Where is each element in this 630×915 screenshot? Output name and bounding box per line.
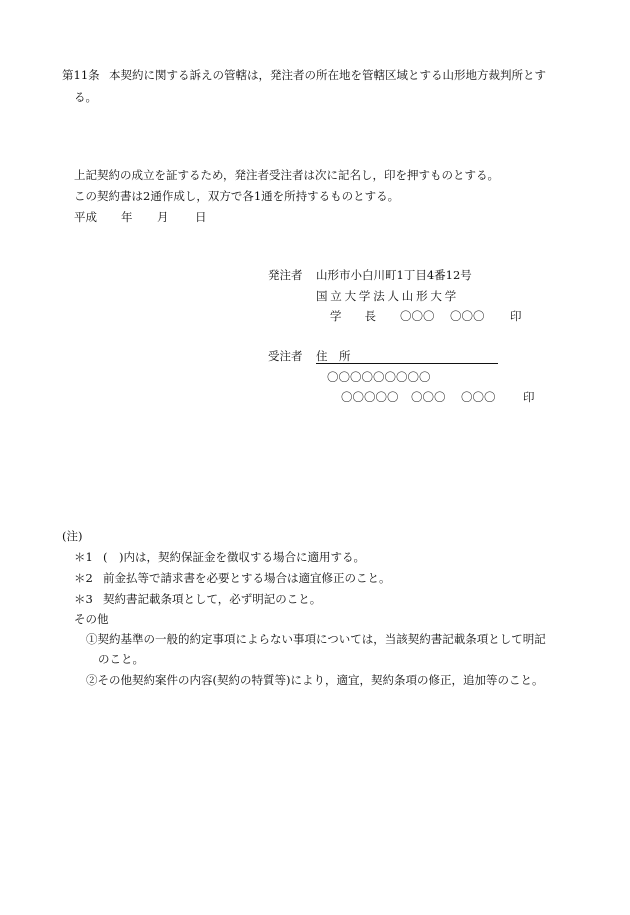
date-era: 平成 xyxy=(74,210,97,224)
orderer-label: 発注者 xyxy=(268,268,303,282)
contractor-company: 〇〇〇〇〇〇〇〇〇 xyxy=(327,370,431,384)
orderer-name1: 〇〇〇 xyxy=(400,309,435,323)
orderer-seal: 印 xyxy=(510,309,522,323)
contractor-name1: 〇〇〇 xyxy=(411,390,446,404)
notes-other-item1-line1: ①契約基準の一般的約定事項によらない事項については，当該契約書記載条項として明記 xyxy=(86,632,546,646)
contractor-address-field xyxy=(316,351,498,364)
note-text: 前金払等で請求書を必要とする場合は適宜修正のこと。 xyxy=(103,571,391,585)
notes-other-item2: ②その他契約案件の内容(契約の特質等)により，適宜，契約条項の修正，追加等のこと。 xyxy=(86,673,544,687)
witness-line2: この契約書は2通作成し，双方で各1通を所持するものとする。 xyxy=(74,189,400,203)
notes-heading: (注) xyxy=(62,529,83,543)
note-text: 契約書記載条項として，必ず明記のこと。 xyxy=(103,592,322,606)
contractor-label: 受注者 xyxy=(268,349,303,363)
contractor-name2: 〇〇〇 xyxy=(461,390,496,404)
date-month: 月 xyxy=(157,210,169,224)
witness-line1: 上記契約の成立を証するため，発注者受注者は次に記名し，印を押すものとする。 xyxy=(74,168,500,182)
article-text-line2: る。 xyxy=(74,90,97,104)
notes-other-heading: その他 xyxy=(74,612,109,626)
orderer-org: 国立大学法人山形大学 xyxy=(316,289,459,303)
note-mark: ＊2 xyxy=(74,571,93,585)
note-text: ( )内は，契約保証金を徴収する場合に適用する。 xyxy=(103,550,365,564)
orderer-name2: 〇〇〇 xyxy=(450,309,485,323)
note-mark: ＊1 xyxy=(74,550,93,564)
contractor-rep-title: 〇〇〇〇〇 xyxy=(341,390,399,404)
date-year: 年 xyxy=(121,210,133,224)
article-text-line1: 本契約に関する訴えの管轄は，発注者の所在地を管轄区域とする山形地方裁判所とす xyxy=(109,68,546,82)
contractor-seal: 印 xyxy=(523,390,535,404)
date-day: 日 xyxy=(195,210,207,224)
article-number: 第11条 xyxy=(62,68,100,82)
orderer-title: 学 長 xyxy=(330,309,376,323)
notes-other-item1-line2: のこと。 xyxy=(98,652,144,666)
orderer-address: 山形市小白川町1丁目4番12号 xyxy=(316,268,472,282)
note-mark: ＊3 xyxy=(74,592,93,606)
contractor-address-label: 住 所 xyxy=(316,351,498,364)
